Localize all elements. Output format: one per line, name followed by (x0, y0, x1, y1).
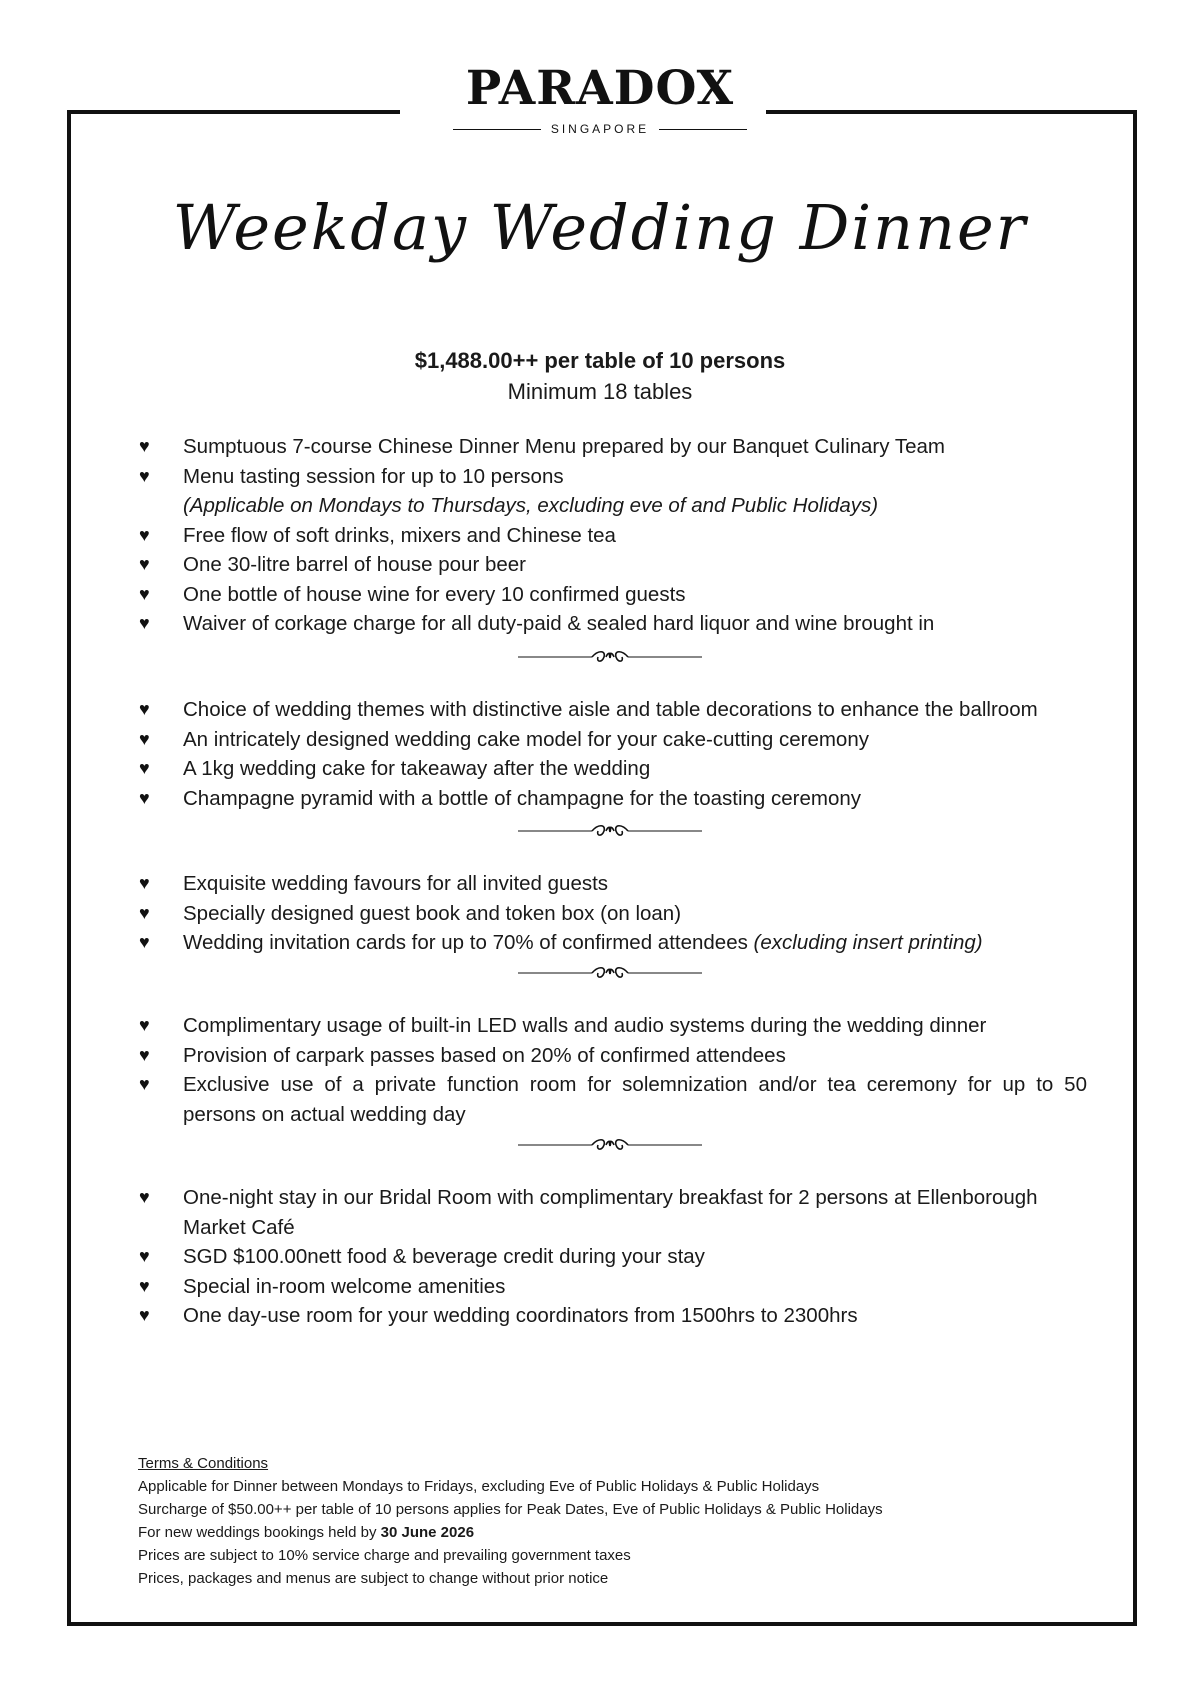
list-item-text: One day-use room for your wedding coordinators from 1500hrs to 2300hrs (183, 1304, 858, 1327)
heart-icon: ♥ (139, 583, 150, 604)
benefit-group-4 (137, 1011, 1087, 1129)
list-item (137, 1272, 1087, 1302)
list-item-text: SGD $100.00nett food & beverage credit during your stay (183, 1245, 705, 1268)
list-item (137, 1070, 1087, 1129)
list-item-text: Complimentary usage of built-in LED walls and audio systems during the wedding dinner (183, 1014, 987, 1037)
frame-border-top-right (766, 110, 1137, 114)
list-item (137, 521, 1087, 551)
brand-name: PARADOX (465, 61, 735, 116)
heart-icon: ♥ (139, 524, 150, 545)
list-item-text: Special in-room welcome amenities (183, 1274, 506, 1298)
list-item-text: One bottle of house wine for every 10 confirmed guests (183, 582, 686, 606)
heart-icon: ♥ (139, 699, 150, 719)
list-item (137, 899, 1087, 929)
list-item-text: Wedding invitation cards for up to 70% of confirmed attendees (183, 931, 748, 954)
list-item-text: Menu tasting session for up to 10 persons (183, 464, 564, 488)
terms-line-booking (138, 1521, 1038, 1544)
heart-icon: ♥ (139, 1044, 150, 1065)
list-item-text: Sumptuous 7-course Chinese Dinner Menu prepared by our Banquet Culinary Team (183, 435, 945, 458)
package-price: $1,488.00++ per table of 10 persons (414, 348, 786, 373)
page-title: Weekday Wedding Dinner (172, 191, 1028, 264)
heart-icon: ♥ (139, 1246, 150, 1266)
list-item (137, 1301, 1087, 1331)
heart-icon: ♥ (139, 1015, 150, 1035)
benefit-group-2 (137, 695, 1087, 813)
benefit-group-5 (137, 1183, 1087, 1331)
minimum-tables: Minimum 18 tables (507, 379, 693, 404)
heart-icon: ♥ (139, 436, 150, 456)
terms-line: Surcharge of $50.00++ per table of 10 persons applies for Peak Dates, Eve of Public Holidays & Public Holidays (138, 1501, 883, 1518)
logo-rule-left (453, 129, 541, 130)
ornament-divider-icon (518, 964, 702, 980)
brand-logo (420, 62, 780, 136)
terms-heading: Terms & Conditions (138, 1455, 269, 1472)
list-item-text: Exclusive use of a private function room for solemnization and/or tea ceremony for up to 50 persons on actual wedding day (183, 1073, 1087, 1126)
list-item-text: Free flow of soft drinks, mixers and Chinese tea (183, 523, 616, 547)
terms-line: Applicable for Dinner between Mondays to Fridays, excluding Eve of Public Holidays & Public Holidays (138, 1478, 820, 1495)
list-item (137, 725, 1087, 755)
terms-line: Prices are subject to 10% service charge and prevailing government taxes (138, 1547, 631, 1564)
heart-icon: ♥ (139, 932, 150, 952)
heart-icon: ♥ (139, 613, 150, 633)
frame-border-top-left (67, 110, 400, 114)
list-item-text: Exquisite wedding favours for all invited guests (183, 872, 609, 895)
list-item-text: Champagne pyramid with a bottle of champagne for the toasting ceremony (183, 786, 862, 810)
list-item (137, 1242, 1087, 1272)
list-item (137, 695, 1087, 725)
benefit-group-1 (137, 432, 1087, 639)
list-item-text: Provision of carpark passes based on 20% of confirmed attendees (183, 1043, 786, 1067)
heart-icon: ♥ (139, 902, 150, 923)
list-item-text: A 1kg wedding cake for takeaway after the wedding (183, 757, 651, 780)
list-item (137, 784, 1087, 814)
list-item-note: (excluding insert printing) (753, 931, 983, 954)
ornament-divider-icon (518, 648, 702, 664)
list-item (137, 609, 1087, 639)
heart-icon: ♥ (139, 465, 150, 486)
frame-border-left (67, 110, 71, 1626)
list-item-text: Choice of wedding themes with distinctive aisle and table decorations to enhance the ballroom (183, 698, 1038, 721)
frame-border-bottom (67, 1622, 1137, 1626)
list-item (137, 1183, 1087, 1242)
list-item-text: One-night stay in our Bridal Room with complimentary breakfast for 2 persons at Ellenborough Market Café (183, 1186, 1038, 1239)
list-item (137, 869, 1087, 899)
terms-line: Prices, packages and menus are subject to change without prior notice (138, 1570, 609, 1587)
terms-and-conditions (138, 1452, 1038, 1590)
heart-icon: ♥ (139, 1305, 150, 1325)
list-item (137, 432, 1087, 462)
list-item-text: An intricately designed wedding cake model for your cake-cutting ceremony (183, 727, 869, 751)
frame-border-right (1133, 110, 1137, 1626)
list-item (137, 1011, 1087, 1041)
heart-icon: ♥ (139, 554, 150, 574)
heart-icon: ♥ (139, 758, 150, 778)
ornament-divider-icon (518, 822, 702, 838)
benefit-group-3 (137, 869, 1087, 958)
list-item-note: (Applicable on Mondays to Thursdays, excluding eve of and Public Holidays) (183, 494, 879, 517)
list-item (137, 580, 1087, 610)
heart-icon: ♥ (139, 728, 150, 749)
list-item (137, 928, 1087, 958)
heart-icon: ♥ (139, 1074, 150, 1094)
heart-icon: ♥ (139, 787, 150, 808)
brand-location-row (420, 122, 780, 136)
list-item-text: Specially designed guest book and token box (on loan) (183, 901, 682, 925)
list-item (137, 1041, 1087, 1071)
heart-icon: ♥ (139, 1275, 150, 1296)
logo-rule-right (659, 129, 747, 130)
heart-icon: ♥ (139, 1187, 150, 1207)
list-item-text: Waiver of corkage charge for all duty-paid & sealed hard liquor and wine brought in (183, 612, 935, 635)
list-item (137, 550, 1087, 580)
terms-booking-date: 30 June 2026 (380, 1524, 475, 1541)
list-item (137, 754, 1087, 784)
list-item-text: One 30-litre barrel of house pour beer (183, 553, 527, 576)
terms-booking-text: For new weddings bookings held by (138, 1524, 381, 1541)
brand-location: SINGAPORE (550, 122, 650, 136)
ornament-divider-icon (518, 1136, 702, 1152)
heart-icon: ♥ (139, 873, 150, 893)
list-item (137, 462, 1087, 521)
